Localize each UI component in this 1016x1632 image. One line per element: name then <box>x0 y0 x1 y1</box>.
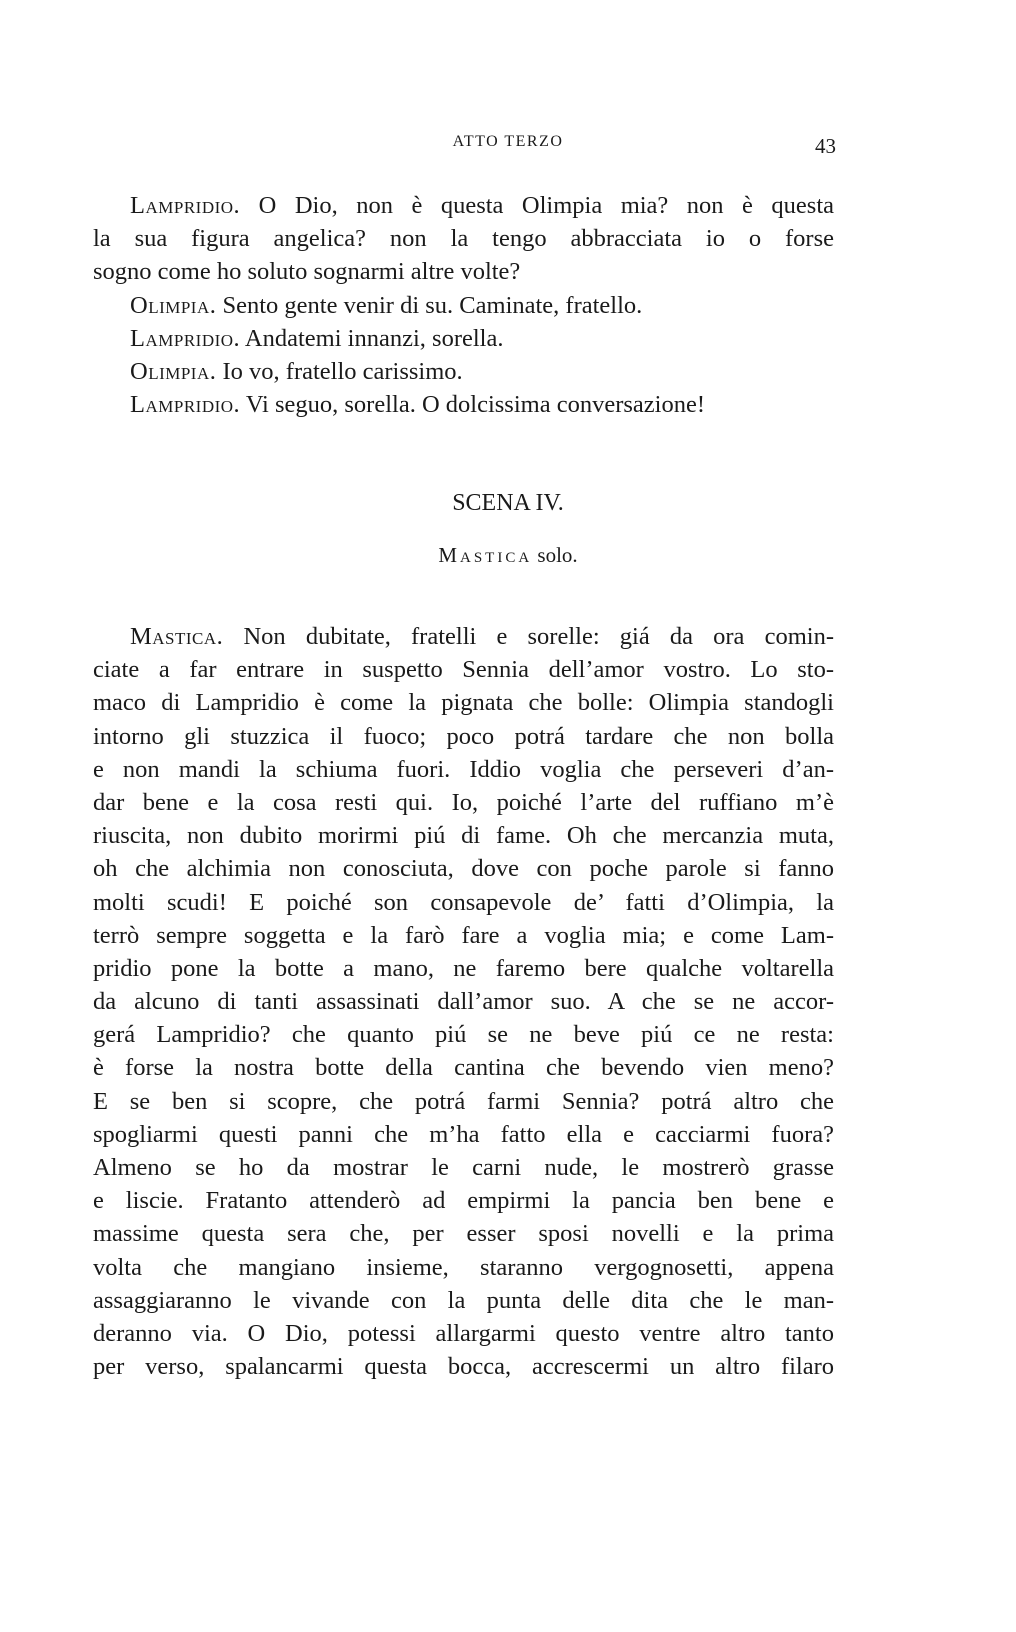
text-line <box>93 1118 834 1151</box>
line-text: molti scudi! E poiché son consapevole de’ fatti d’Olimpia, la <box>93 888 834 916</box>
text-line <box>93 255 834 288</box>
speaker-name: Lampridio. <box>130 391 241 419</box>
text-line <box>93 1317 834 1350</box>
line-text: gerá Lampridio? che quanto piú se ne beve piú ce ne resta: <box>93 1021 834 1049</box>
text-line <box>93 653 834 686</box>
text-line <box>93 355 834 388</box>
line-text: massime questa sera che, per esser sposi novelli e la prima <box>93 1220 834 1248</box>
line-text: Sento gente venir di su. Caminate, fratello. <box>216 291 643 319</box>
text-line <box>93 289 834 322</box>
line-text: dar bene e la cosa resti qui. Io, poiché l’arte del ruffiano m’è <box>93 788 834 816</box>
line-text: Almeno se ho da mostrar le carni nude, le mostrerò grasse <box>93 1154 834 1181</box>
text-line <box>93 1184 834 1217</box>
line-text: Andatemi innanzi, sorella. <box>240 324 504 352</box>
speaker-name: Olimpia. <box>130 291 217 319</box>
line-text: maco di Lampridio è come la pignata che bolle: Olimpia standogli <box>93 689 834 717</box>
line-text: è forse la nostra botte della cantina che bevendo vien meno? <box>93 1054 834 1082</box>
line-text: volta che mangiano insieme, staranno vergognosetti, appena <box>93 1253 834 1281</box>
scene-character-note: solo. <box>532 543 578 567</box>
text-line <box>93 1251 834 1284</box>
line-text: da alcuno di tanti assassinati dall’amor suo. A che se ne accor- <box>93 988 834 1016</box>
line-text: oh che alchimia non conosciuta, dove con poche parole si fanno <box>93 855 834 883</box>
speaker-name: Mastica. <box>130 623 224 650</box>
line-text: pridio pone la botte a mano, ne faremo bere qualche voltarella <box>93 954 834 982</box>
line-text: per verso, spalancarmi questa bocca, accrescermi un altro filaro <box>93 1353 834 1381</box>
line-text: deranno via. O Dio, potessi allargarmi questo ventre altro tanto <box>93 1319 834 1347</box>
text-line <box>93 919 834 952</box>
line-text: intorno gli stuzzica il fuoco; poco potrá tardare che non bolla <box>93 722 834 750</box>
text-line <box>93 819 834 852</box>
line-text: assaggiaranno le vivande con la punta delle dita che le man- <box>93 1286 834 1314</box>
text-line <box>93 786 834 819</box>
text-line <box>93 1284 834 1317</box>
line-text: spogliarmi questi panni che m’ha fatto ella e cacciarmi fuora? <box>93 1120 834 1148</box>
text-line <box>93 1051 834 1084</box>
line-text: sogno come ho soluto sognarmi altre volte? <box>93 258 521 286</box>
text-line <box>93 1018 834 1051</box>
scene-title: SCENA IV. <box>452 490 564 516</box>
line-text: e non mandi la schiuma fuori. Iddio voglia che perseveri d’an- <box>93 755 834 783</box>
speaker-name: Lampridio. <box>130 324 241 352</box>
text-line <box>93 1085 834 1118</box>
speaker-name: Lampridio. <box>130 192 241 219</box>
text-line <box>93 852 834 885</box>
text-line <box>93 1151 834 1184</box>
monologue-block <box>93 620 834 1383</box>
line-text: terrò sempre soggetta e la farò fare a voglia mia; e come Lam- <box>93 921 834 949</box>
line-text: riuscita, non dubito morirmi piú di fame. Oh che mercanzia muta, <box>93 822 834 850</box>
page-number: 43 <box>815 134 836 158</box>
line-text: la sua figura angelica? non la tengo abbracciata io o forse <box>93 225 834 253</box>
line-text: Vi seguo, sorella. O dolcissima conversazione! <box>240 391 705 419</box>
line-text: Io vo, fratello carissimo. <box>216 357 463 385</box>
line-text: Non dubitate, fratelli e sorelle: giá da ora comin- <box>223 623 834 650</box>
text-line <box>93 985 834 1018</box>
running-header: ATTO TERZO <box>452 133 564 150</box>
line-text: E se ben si scopre, che potrá farmi Sennia? potrá altro che <box>93 1087 834 1115</box>
text-line <box>93 222 834 255</box>
text-line <box>93 720 834 753</box>
text-line <box>93 620 834 653</box>
text-line <box>93 388 834 421</box>
scene-characters <box>0 543 1016 568</box>
text-line <box>93 1217 834 1250</box>
text-line <box>93 753 834 786</box>
text-line <box>93 686 834 719</box>
scene-character: Mastica <box>438 543 533 567</box>
text-line <box>93 886 834 919</box>
text-line <box>93 952 834 985</box>
text-line <box>93 1350 834 1383</box>
text-line <box>93 322 834 355</box>
line-text: O Dio, non è questa Olimpia mia? non è questa <box>240 192 834 219</box>
text-line <box>93 189 834 222</box>
dialogue-block <box>93 189 834 421</box>
speaker-name: Olimpia. <box>130 357 217 385</box>
line-text: ciate a far entrare in suspetto Sennia dell’amor vostro. Lo sto- <box>93 656 834 684</box>
line-text: e liscie. Fratanto attenderò ad empirmi la pancia ben bene e <box>93 1187 834 1215</box>
